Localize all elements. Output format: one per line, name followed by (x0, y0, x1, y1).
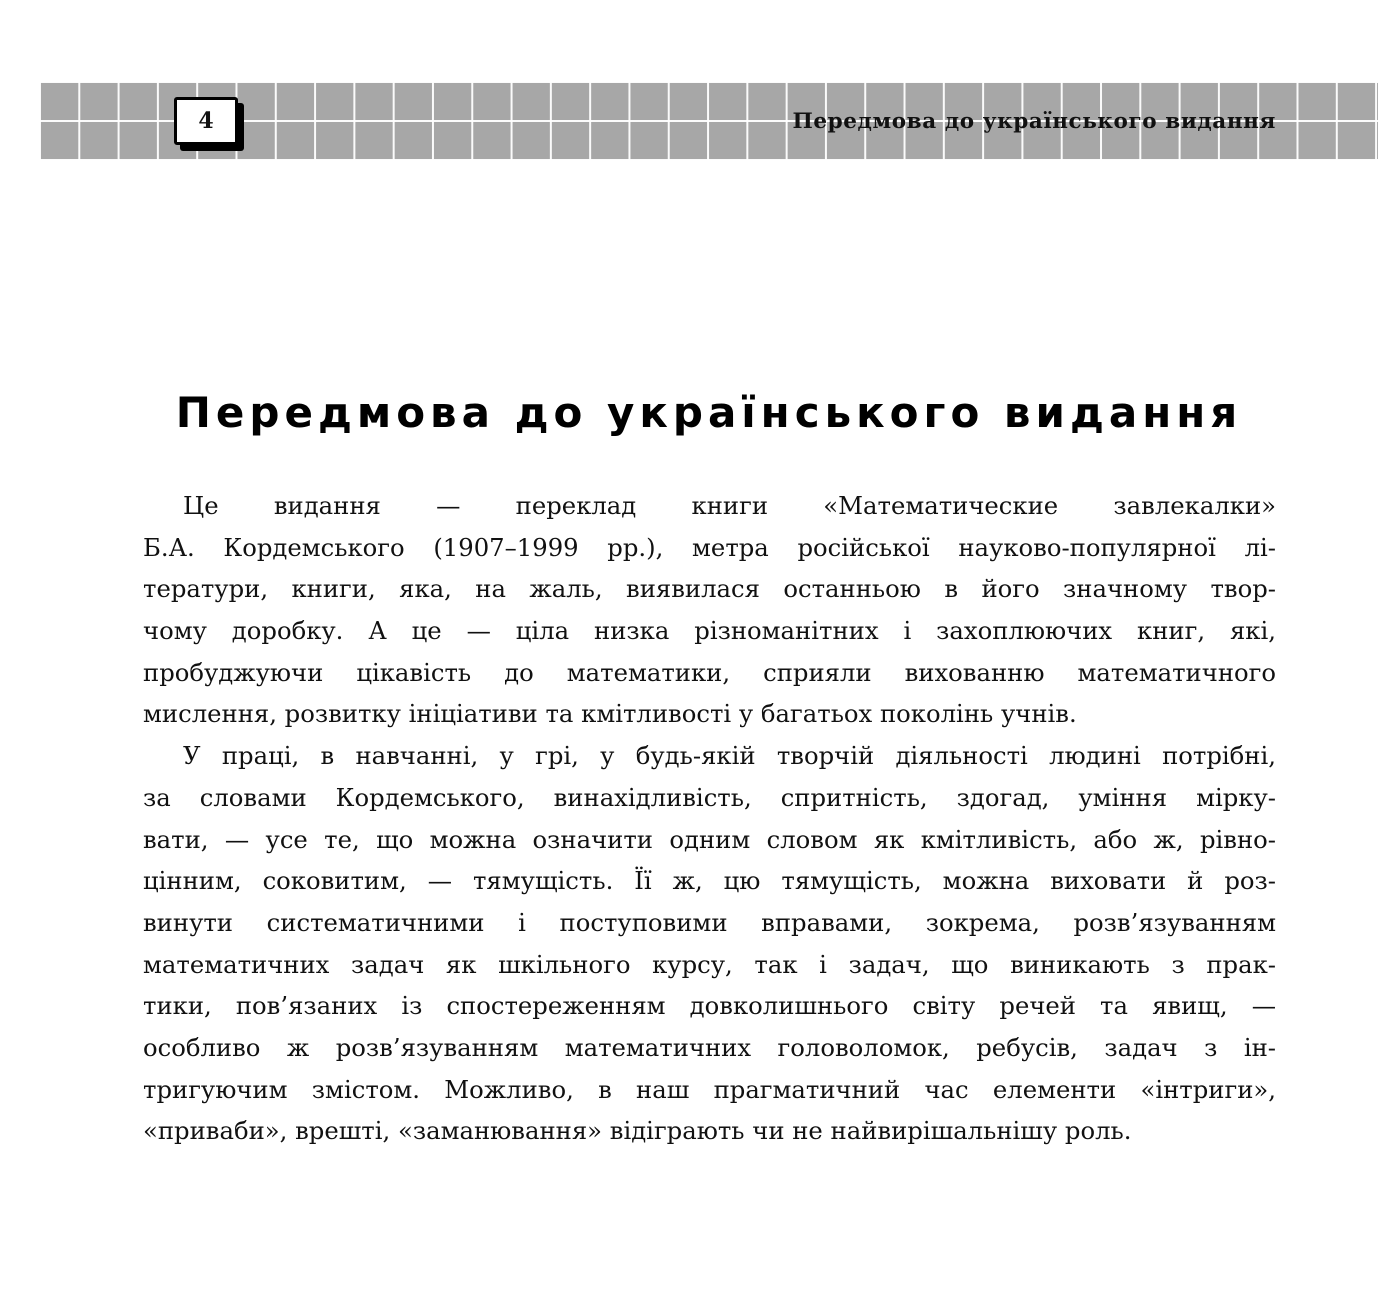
text-line: математичних задач як шкільного курсу, так і задач, що виникають з прак- (143, 949, 1276, 979)
page-number-text: 4 (198, 108, 214, 134)
text-line: за словами Кордемського, винахідливість, спритність, здогад, уміння мірку- (143, 782, 1276, 812)
body-text (143, 485, 1276, 1152)
text-line: тератури, книги, яка, на жаль, виявилася останньою в його значному твор- (143, 574, 1276, 604)
text-line: чому доробку. А це — ціла низка різноманітних і захоплюючих книг, які, (143, 616, 1276, 646)
running-head: Передмова до українського видання (792, 109, 1276, 134)
text-line: мислення, розвитку ініціативи та кмітливості у багатьох поколінь учнів. (143, 699, 1077, 729)
text-line: винути систематичними і поступовими вправами, зокрема, розв’язуванням (143, 907, 1276, 937)
text-line: особливо ж розв’язуванням математичних головоломок, ребусів, задач з ін- (143, 1032, 1276, 1062)
page-number (174, 97, 238, 145)
text-line: вати, — усе те, що можна означити одним словом як кмітливість, або ж, рівно- (143, 824, 1276, 854)
chapter-title: Передмова до українського видання (175, 388, 1243, 437)
text-line: У праці, в навчанні, у грі, у будь-якій творчій діяльності людині потрібні, (183, 741, 1276, 771)
paragraph-1 (143, 485, 1276, 735)
text-line: цінним, соковитим, — тямущість. Її ж, цю тямущість, можна виховати й роз- (143, 866, 1276, 896)
text-line: «приваби», врешті, «заманювання» відіграють чи не найвирішальнішу роль. (143, 1116, 1132, 1146)
text-line: Б.А. Кордемського (1907–1999 рр.), метра російської науково-популярної лі- (143, 532, 1276, 562)
text-line: тригуючим змістом. Можливо, в наш прагматичний час елементи «інтриги», (143, 1074, 1276, 1104)
text-line: пробуджуючи цікавість до математики, сприяли вихованню математичного (143, 657, 1276, 687)
paragraph-2 (143, 735, 1276, 1152)
text-line: тики, пов’язаних із спостереженням довколишнього світу речей та явищ, — (143, 991, 1276, 1021)
text-line: Це видання — переклад книги «Математические завлекалки» (183, 491, 1276, 520)
